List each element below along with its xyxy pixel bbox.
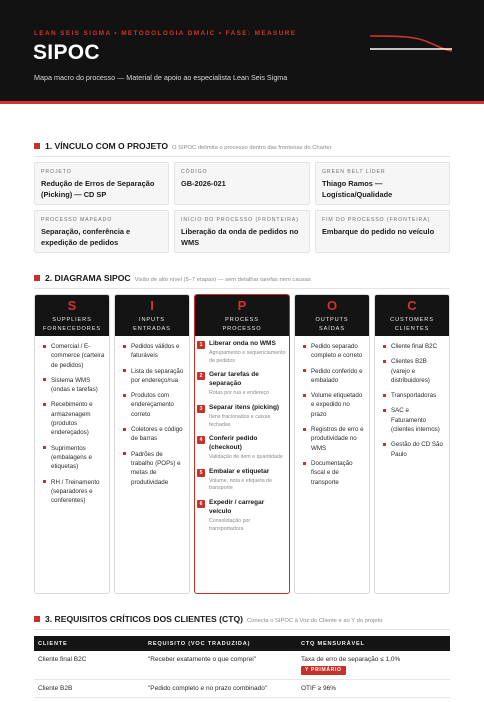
section1-note: O SIPOC delimita o processo dentro das fronteiras do Charter (172, 145, 332, 151)
card-label: PROCESSO MAPEADO (41, 217, 113, 223)
step-number: 1 (197, 341, 205, 349)
step-description: Rotas por rua e endereço (209, 390, 270, 397)
process-step (197, 371, 286, 398)
section2-heading (34, 273, 311, 283)
column-letter: I (150, 298, 154, 313)
column-name-pt: SAÍDAS (319, 325, 345, 332)
step-description: Agrupamento e sequenciamento de pedidos (209, 349, 286, 364)
sipoc-column-outputs (294, 294, 370, 594)
list-item: Registros de erro e produtividade no WMS (303, 425, 365, 453)
page-subtitle: Mapa macro do processo — Material de apoio ao especialista Lean Seis Sigma (34, 73, 288, 82)
column-header-requisito: REQUISITO (VOC TRADUZIDA) (148, 640, 251, 647)
list-item: Coletores e código de barras (123, 425, 185, 444)
process-step (197, 468, 286, 493)
section-divider (34, 156, 450, 157)
section2-title: 2. DIAGRAMA SIPOC (45, 273, 131, 283)
column-name-en: OUTPUTS (315, 317, 349, 323)
card-label: CÓDIGO (181, 169, 208, 175)
column-header (195, 295, 289, 336)
cell-cliente: Cliente B2B (38, 685, 73, 693)
section-marker (34, 275, 40, 281)
process-step (197, 499, 286, 533)
page-title: SIPOC (33, 41, 100, 64)
sipoc-column-process (194, 294, 290, 594)
step-description: Consolidação por transportadora (209, 518, 251, 532)
table-header (34, 636, 450, 651)
primary-badge: Y PRIMÁRIO (301, 666, 346, 675)
cell-ctq (297, 655, 450, 675)
step-number: 4 (197, 436, 205, 444)
list-item: Clientes B2B (varejo e distribuidores) (383, 357, 445, 385)
column-header-cliente: CLIENTE (38, 640, 68, 647)
column-name (35, 316, 109, 333)
process-step (197, 435, 286, 462)
section1-title: 1. VÍNCULO COM O PROJETO (45, 141, 169, 151)
cell-ctq: OTIF ≥ 96% (301, 685, 336, 693)
column-name-pt: ENTRADAS (133, 325, 171, 332)
header-accent-bar (0, 101, 484, 104)
step-description: Itens fracionados e caixas fechadas (209, 413, 271, 428)
step-title: Gerar tarefas de separação (209, 371, 259, 388)
column-name-en: INPUTS (139, 317, 165, 323)
card-inicio-processo (174, 210, 310, 253)
cell-requisito: "Receber exatamente o que comprei" (148, 656, 256, 663)
list-item: Cliente final B2C (383, 342, 445, 351)
ctq-value: Taxa de erro de separação ≤ 1,0% (301, 656, 401, 663)
list-item: Lista de separação por endereço/rua (123, 367, 185, 386)
column-name (375, 316, 449, 333)
card-value: Separação, conferência e expedição de pedidos (41, 227, 131, 247)
column-header (115, 295, 189, 336)
table-row (34, 651, 450, 680)
step-title: Conferir pedido (checkout) (209, 435, 258, 452)
step-number: 6 (197, 500, 205, 508)
list-item: Volume etiquetado e expedido no prazo (303, 391, 365, 419)
header-kicker: LEAN SEIS SIGMA • METODOLOGIA DMAIC • FASE: MEASURE (34, 30, 297, 37)
section2-note: Visão de alto nível (5–7 etapas) — sem detalhar tarefas nem causas (134, 277, 311, 283)
list-item: Padrões de trabalho (POPs) e metas de produtividade (123, 450, 185, 487)
column-letter: C (407, 298, 417, 313)
list-item: Pedidos válidos e faturáveis (123, 342, 185, 361)
section-divider (34, 629, 450, 630)
card-codigo (174, 162, 310, 205)
section1-heading (34, 141, 332, 151)
card-green-belt (315, 162, 450, 205)
list-item: Gestão do CD São Paulo (383, 440, 445, 459)
column-name-en: SUPPLIERS (52, 317, 92, 323)
table-row (34, 680, 450, 698)
list-item: RH / Treinamento (separadores e conferentes) (43, 478, 105, 506)
cell-requisito: "Pedido completo e no prazo combinado" (148, 685, 268, 693)
ctq-table (34, 636, 450, 698)
card-label: INÍCIO DO PROCESSO (FRONTEIRA) (181, 217, 299, 223)
column-name-en: PROCESS (225, 317, 259, 323)
sipoc-column-customers (374, 294, 450, 594)
step-number: 5 (197, 469, 205, 477)
list-item: SAC e Faturamento (clientes internos) (383, 406, 445, 434)
column-name-en: CUSTOMERS (390, 317, 434, 323)
step-title: Embalar e etiquetar (209, 467, 270, 475)
section3-note: Conecta o SIPOC à Voz do Cliente e ao Y do projeto (247, 618, 383, 624)
step-number: 2 (197, 372, 205, 380)
list-item: Produtos com endereçamento correto (123, 391, 185, 419)
column-name-pt: PROCESSO (222, 325, 262, 332)
column-letter: O (326, 298, 338, 313)
step-title: Liberar onda no WMS (209, 340, 276, 347)
step-number: 3 (197, 405, 205, 413)
column-header (375, 295, 449, 336)
card-value: Liberação da onda de pedidos no WMS (181, 227, 299, 247)
column-header-ctq: CTQ MENSURÁVEL (301, 640, 365, 647)
header-decoration-icon (368, 30, 454, 56)
card-label: FIM DO PROCESSO (FRONTEIRA) (322, 217, 431, 223)
card-projeto (34, 162, 169, 205)
list-item: Pedido conferido e embalado (303, 367, 365, 386)
section-divider (34, 288, 450, 289)
card-label: GREEN BELT LÍDER (322, 169, 386, 175)
column-letter: S (67, 298, 77, 313)
card-processo-mapeado (34, 210, 169, 253)
cell-cliente: Cliente final B2C (38, 656, 87, 663)
sipoc-column-suppliers (34, 294, 110, 594)
column-letter: P (237, 298, 247, 313)
process-step (197, 404, 286, 429)
section-marker (34, 143, 40, 149)
step-description: Volume, nota e etiqueta de transporte (209, 477, 273, 492)
step-description: Validação de item e quantidade (209, 454, 283, 461)
section3-heading (34, 614, 382, 624)
sipoc-column-inputs (114, 294, 190, 594)
card-fim-processo (315, 210, 450, 253)
list-item: Sistema WMS (ondas e tarefas) (43, 376, 105, 395)
list-item: Suprimentos (embalagens e etiquetas) (43, 444, 105, 472)
column-name-pt: FORNECEDORES (42, 325, 102, 332)
list-item: Documentação fiscal e de transporte (303, 459, 365, 487)
step-title: Expedir / carregar veículo (209, 499, 265, 516)
card-value: GB-2026-021 (181, 179, 226, 188)
list-item: Comercial / E-commerce (carteira de pedidos) (43, 342, 105, 370)
process-step (197, 340, 286, 365)
column-name (295, 316, 369, 333)
card-label: PROJETO (41, 169, 72, 175)
column-name (115, 316, 189, 333)
card-value: Thiago Ramos — Logística/Qualidade (322, 179, 393, 199)
column-header (295, 295, 369, 336)
list-item: Recebimento e armazenagem (produtos endereçados) (43, 400, 105, 437)
list-item: Transportadoras (383, 391, 445, 400)
section-marker (34, 616, 40, 622)
step-title: Separar itens (picking) (209, 403, 280, 411)
column-name (195, 316, 289, 333)
column-name-pt: CLIENTES (394, 325, 430, 332)
list-item: Pedido separado completo e correto (303, 342, 365, 361)
page-header (0, 0, 484, 104)
card-value: Embarque do pedido no veículo (322, 227, 435, 236)
column-header (35, 295, 109, 336)
card-value: Redução de Erros de Separação (Picking) — CD SP (41, 179, 155, 199)
section3-title: 3. REQUISITOS CRÍTICOS DOS CLIENTES (CTQ) (45, 614, 243, 624)
